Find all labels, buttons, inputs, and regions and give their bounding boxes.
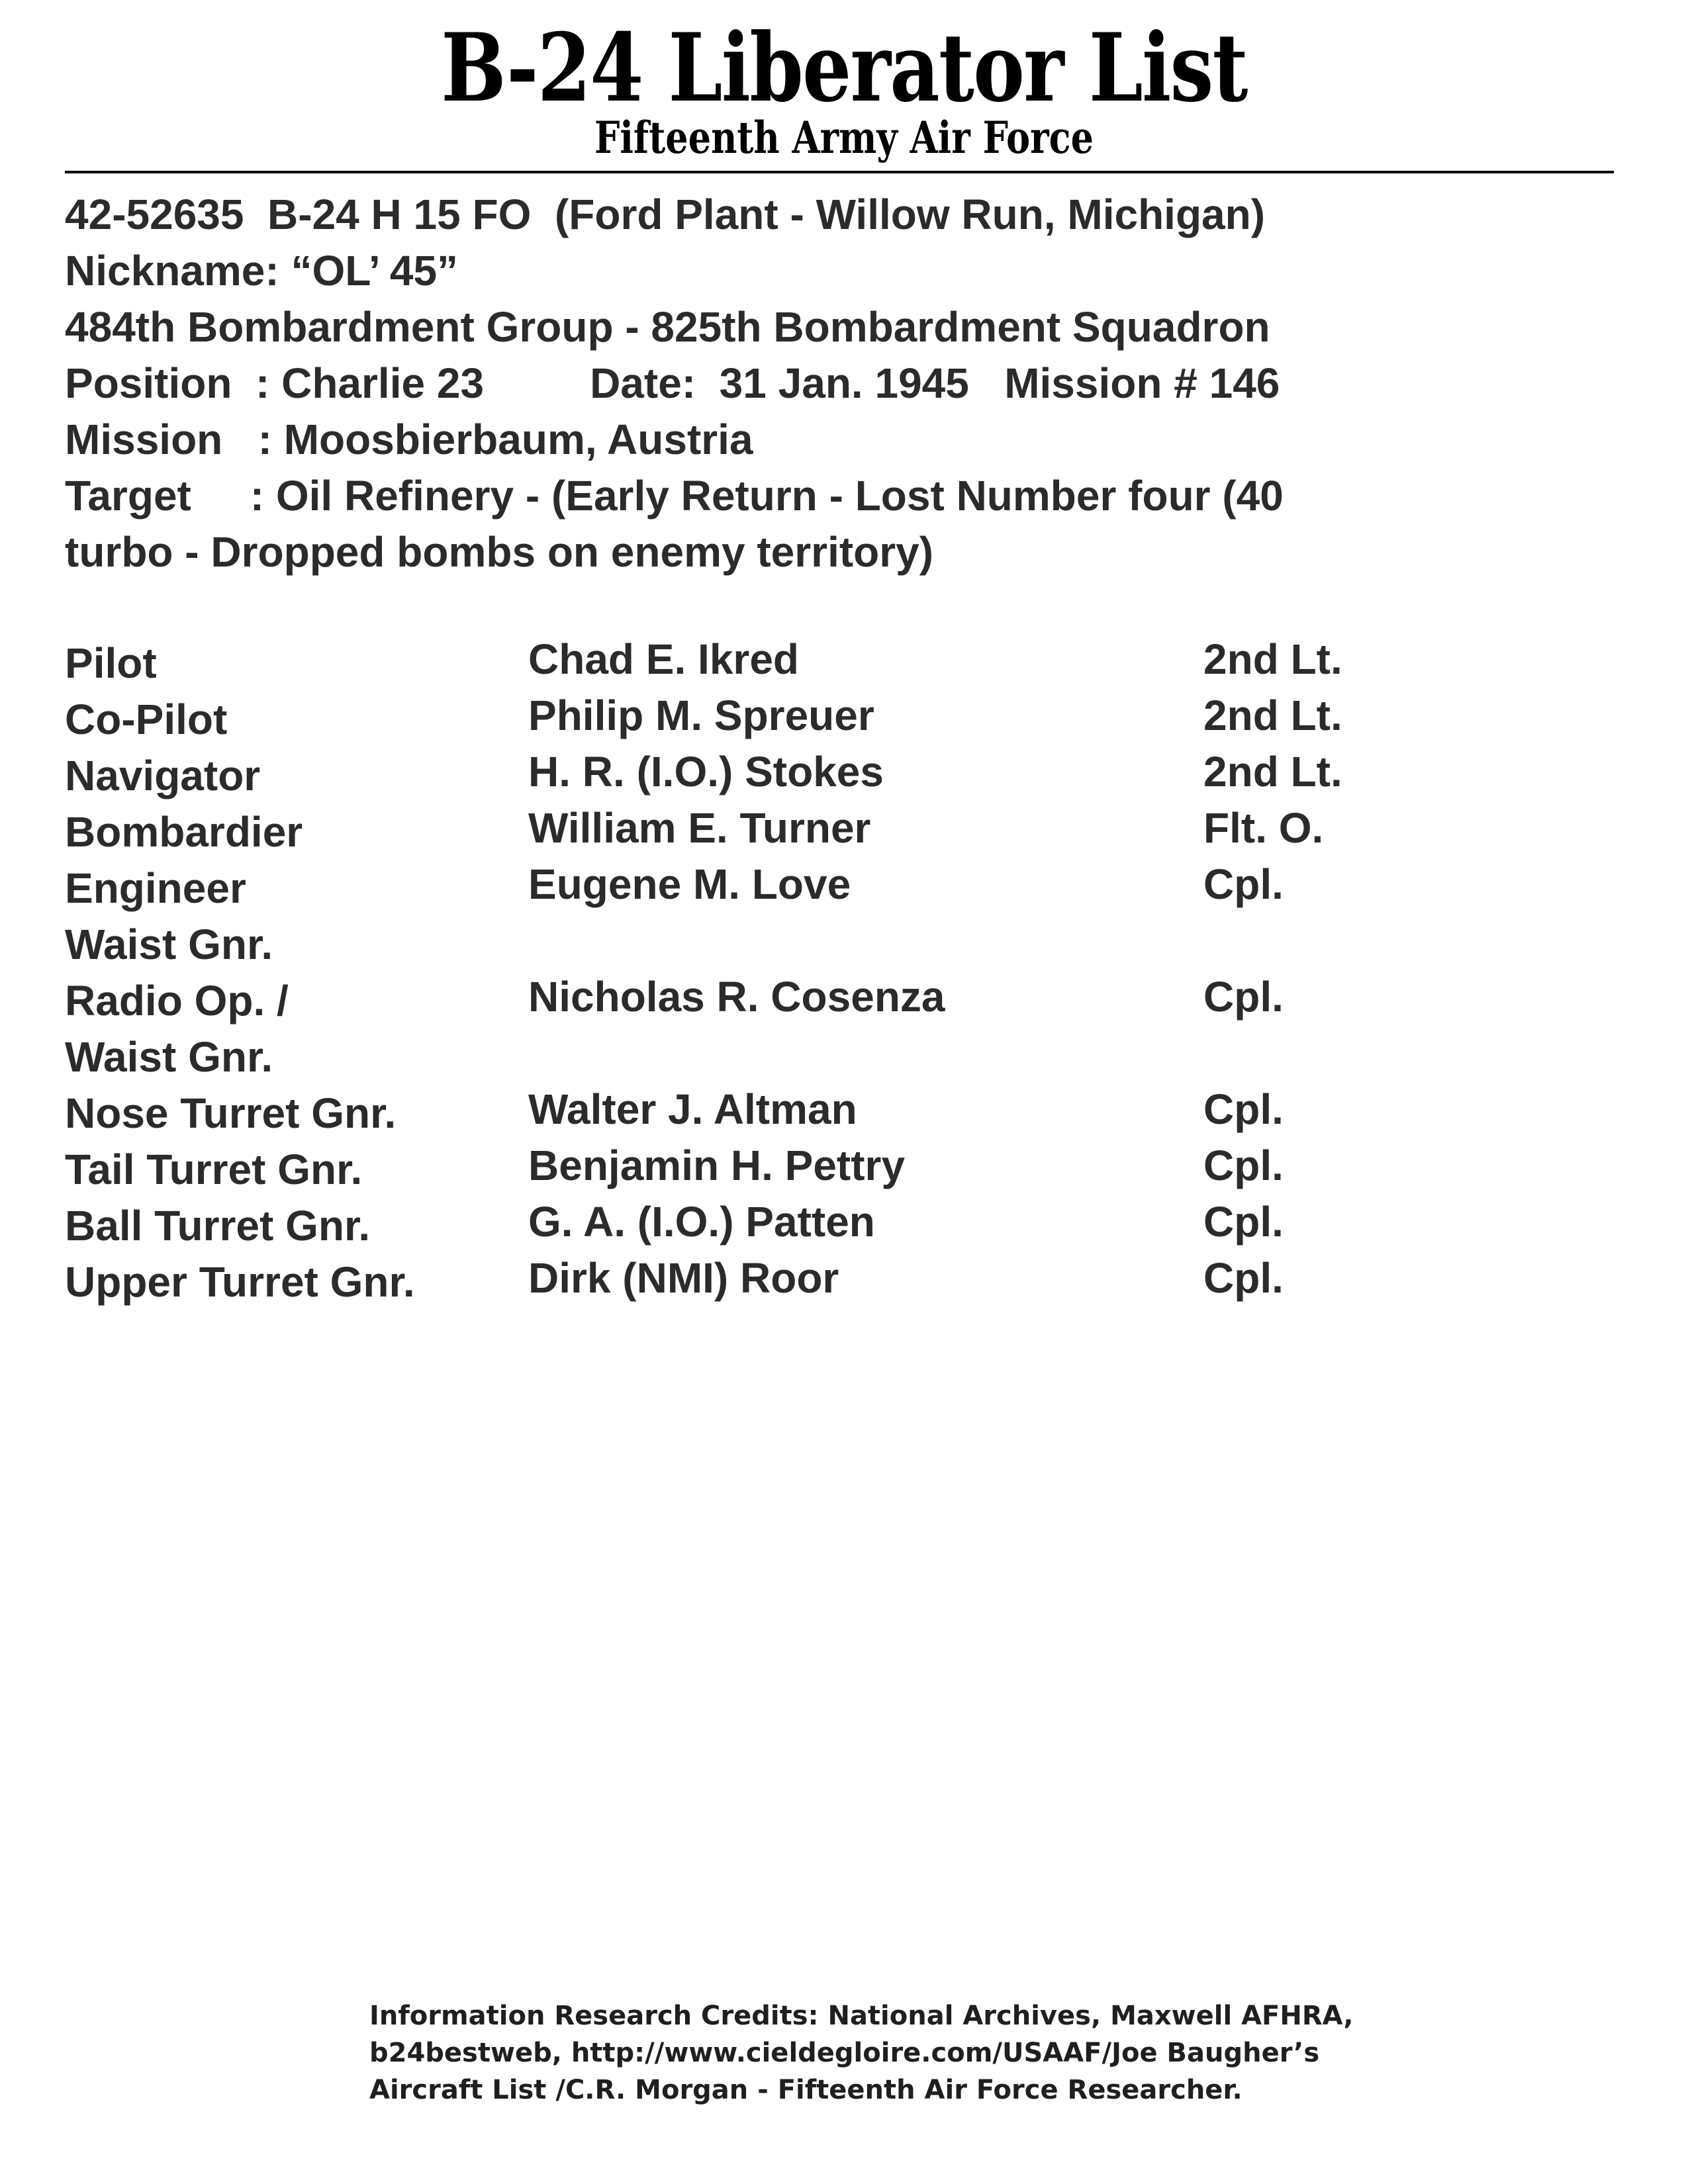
crew-name: Dirk (NMI) Roor <box>528 1254 839 1302</box>
crew-rank: Cpl. <box>1203 1198 1284 1246</box>
credits-line: Information Research Credits: National Archives, Maxwell AFHRA, <box>369 2001 1354 2031</box>
credits-line: Aircraft List /C.R. Morgan - Fifteenth Air Force Researcher. <box>369 2075 1243 2105</box>
research-credits <box>369 1997 1429 2109</box>
crew-name: Chad E. Ikred <box>528 635 799 683</box>
crew-row <box>65 692 1614 748</box>
crew-row <box>65 1085 1614 1142</box>
crew-row <box>65 1198 1614 1254</box>
credits-line: b24bestweb, http://www.cieldegloire.com/USAAF/Joe Baugher’s <box>369 2038 1320 2068</box>
crew-name: William E. Turner <box>528 804 871 852</box>
target-line: Target : Oil Refinery - (Early Return - Lost Number four (40 <box>65 472 1284 520</box>
crew-position: Engineer Waist Gnr. <box>65 864 273 968</box>
crew-position: Upper Turret Gnr. <box>65 1258 415 1306</box>
crew-name: Walter J. Altman <box>528 1085 857 1133</box>
crew-position: Bombardier <box>65 808 303 856</box>
crew-row <box>65 860 1614 973</box>
crew-rank: 2nd Lt. <box>1203 748 1342 796</box>
crew-row <box>65 1254 1614 1310</box>
crew-name: H. R. (I.O.) Stokes <box>528 748 884 796</box>
crew-position: Tail Turret Gnr. <box>65 1146 363 1193</box>
crew-row <box>65 804 1614 860</box>
crew-row <box>65 1142 1614 1198</box>
crew-rank: 2nd Lt. <box>1203 692 1342 739</box>
crew-position: Co-Pilot <box>65 696 228 743</box>
crew-rank: Flt. O. <box>1203 804 1324 852</box>
target-line-continued: turbo - Dropped bombs on enemy territory) <box>65 528 934 576</box>
crew-row <box>65 635 1614 692</box>
crew-row <box>65 973 1614 1085</box>
crew-position: Nose Turret Gnr. <box>65 1089 397 1137</box>
nickname-line: Nickname: “OL’ 45” <box>65 247 459 295</box>
crew-name: G. A. (I.O.) Patten <box>528 1198 875 1246</box>
crew-name: Eugene M. Love <box>528 860 851 908</box>
crew-position: Navigator <box>65 752 261 799</box>
crew-name: Benjamin H. Pettry <box>528 1142 906 1189</box>
crew-rank: Cpl. <box>1203 1254 1284 1302</box>
aircraft-info <box>65 187 1614 580</box>
crew-name: Philip M. Spreuer <box>528 692 874 739</box>
unit-line: 484th Bombardment Group - 825th Bombardment Squadron <box>65 303 1270 351</box>
serial-line: 42-52635 B-24 H 15 FO (Ford Plant - Willow Run, Michigan) <box>65 191 1266 238</box>
crew-rank: Cpl. <box>1203 1142 1284 1189</box>
mission-line: Mission : Moosbierbaum, Austria <box>65 416 753 463</box>
crew-position: Pilot <box>65 639 157 687</box>
crew-position: Ball Turret Gnr. <box>65 1202 371 1250</box>
crew-position: Radio Op. / Waist Gnr. <box>65 977 289 1081</box>
crew-list <box>65 635 1614 1310</box>
crew-rank: Cpl. <box>1203 1085 1284 1133</box>
page-subtitle: Fifteenth Army Air Force <box>594 112 1094 163</box>
crew-rank: 2nd Lt. <box>1203 635 1342 683</box>
position-date-line: Position : Charlie 23 Date: 31 Jan. 1945 Mission # 146 <box>65 359 1280 407</box>
crew-rank: Cpl. <box>1203 973 1284 1021</box>
crew-name: Nicholas R. Cosenza <box>528 973 945 1021</box>
page-title: B-24 Liberator List <box>441 13 1247 123</box>
crew-row <box>65 748 1614 804</box>
crew-rank: Cpl. <box>1203 860 1284 908</box>
header-divider <box>65 171 1614 173</box>
